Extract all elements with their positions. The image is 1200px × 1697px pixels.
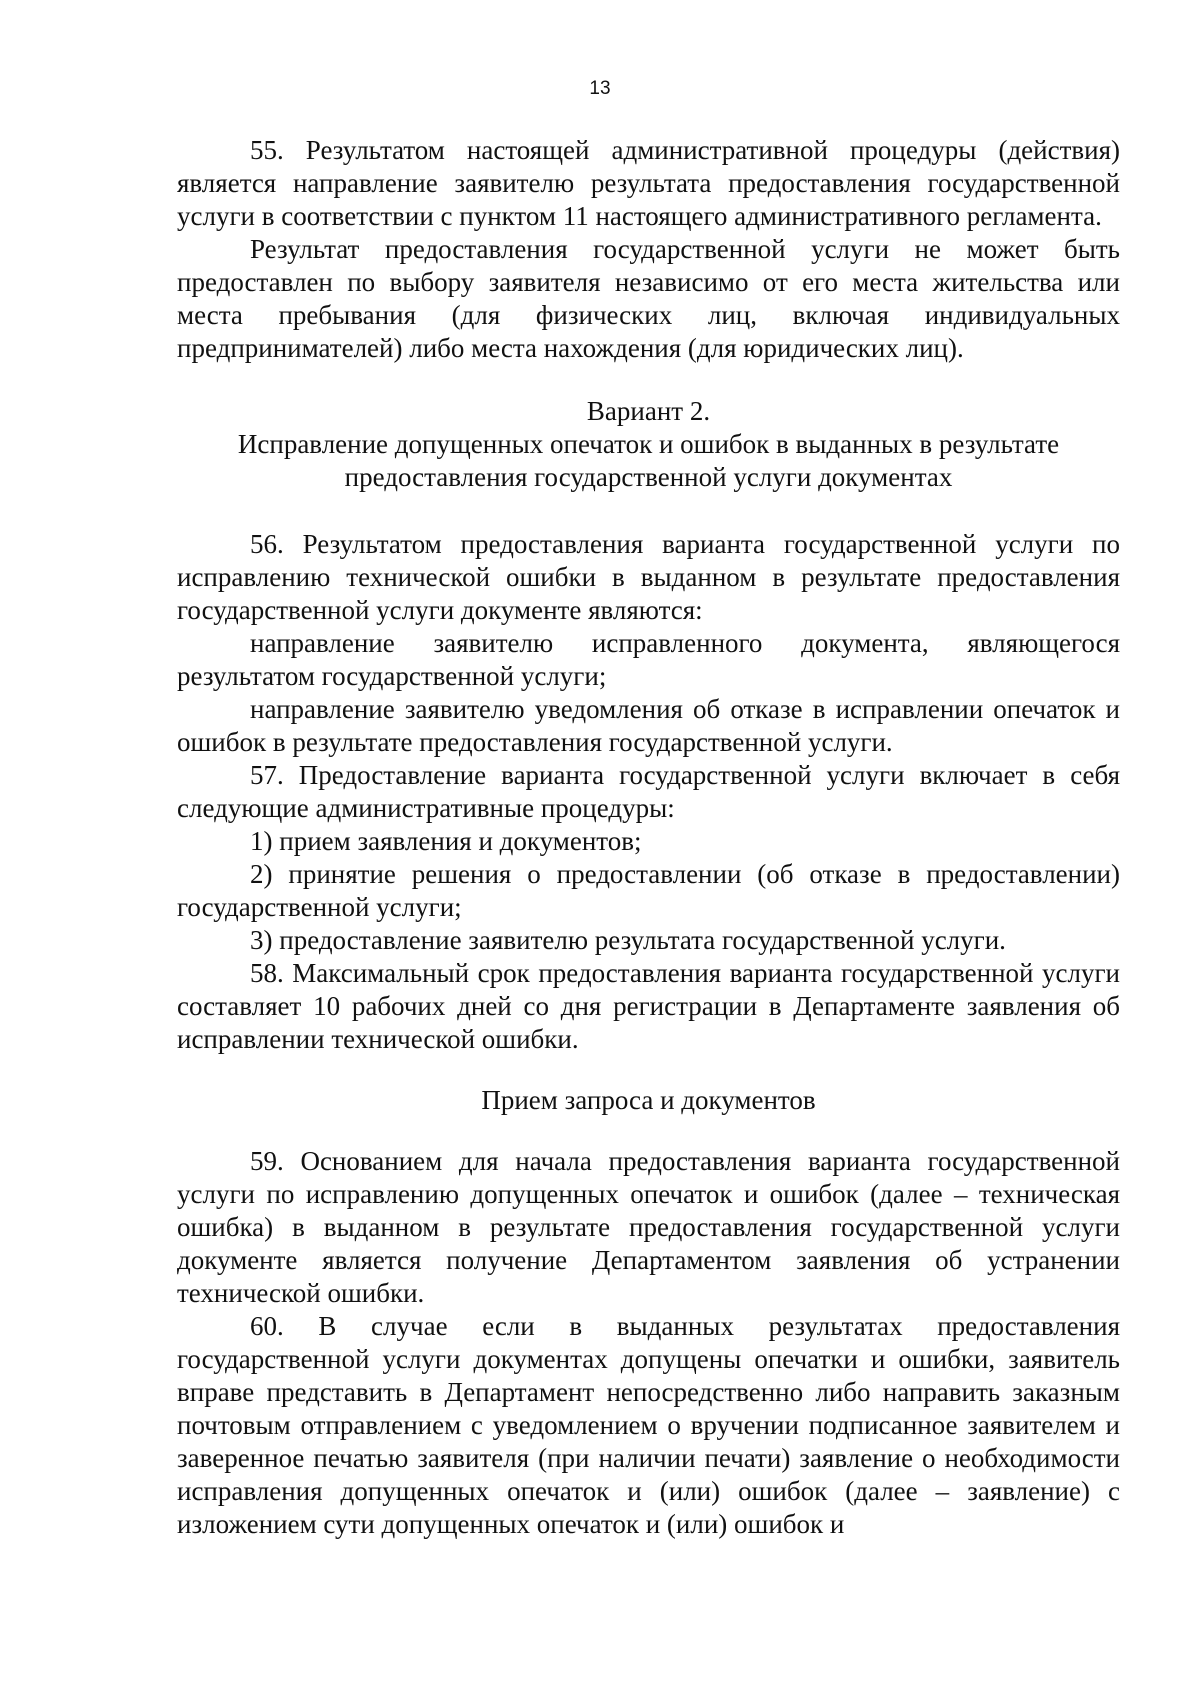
paragraph-56: 56. Результатом предоставления варианта государственной услуги по исправлению технической ошибки в выданном в результате предоставления государственной услуги документе являются: [177, 529, 1120, 625]
section-heading-intake: Прием запроса и документов [481, 1085, 816, 1115]
paragraph-result-delivery: Результат предоставления государственной услуги не может быть предоставлен по выбору заявителя независимо от его места жительства или места пребывания (для физических лиц, включая индивидуальных предпринимателей) либо места нахождения (для юридических лиц). [177, 234, 1120, 363]
paragraph-56-item-1: направление заявителю исправленного документа, являющегося результатом государственной услуги; [177, 628, 1120, 691]
paragraph-57-item-3: 3) предоставление заявителю результата государственной услуги. [250, 925, 1006, 955]
document-body [177, 134, 1120, 1541]
paragraph-55: 55. Результатом настоящей административной процедуры (действия) является направление заявителю результата предоставления государственной услуги в соответствии с пунктом 11 настоящего административного регламента. [177, 135, 1120, 231]
paragraph-59: 59. Основанием для начала предоставления варианта государственной услуги по исправлению допущенных опечаток и ошибок (далее – техническая ошибка) в выданном в результате предоставления государственной услуги документе является получение Департаментом заявления об устранении технической ошибки. [177, 1146, 1120, 1308]
paragraph-57: 57. Предоставление варианта государственной услуги включает в себя следующие административные процедуры: [177, 760, 1120, 823]
section-heading-variant-title: Исправление допущенных опечаток и ошибок в выданных в результате предоставления государственной услуги документах [237, 429, 1060, 492]
paragraph-57-item-1: 1) прием заявления и документов; [250, 826, 642, 856]
paragraph-57-item-2: 2) принятие решения о предоставлении (об отказе в предоставлении) государственной услуги; [177, 859, 1120, 922]
paragraph-60: 60. В случае если в выданных результатах предоставления государственной услуги документах допущены опечатки и ошибки, заявитель вправе представить в Департамент непосредственно либо направить заказным почтовым отправлением с уведомлением о вручении подписанное заявителем и заверенное печатью заявителя (при наличии печати) заявление о необходимости исправления допущенных опечаток и (или) ошибок (далее – заявление) с изложением сути допущенных опечаток и (или) ошибок и [177, 1311, 1120, 1539]
section-heading-variant: Вариант 2. [586, 396, 711, 426]
page-number: 13 [589, 78, 611, 99]
paragraph-58: 58. Максимальный срок предоставления варианта государственной услуги составляет 10 рабочих дней со дня регистрации в Департаменте заявления об исправлении технической ошибки. [177, 958, 1120, 1054]
paragraph-56-item-2: направление заявителю уведомления об отказе в исправлении опечаток и ошибок в результате предоставления государственной услуги. [177, 694, 1120, 757]
